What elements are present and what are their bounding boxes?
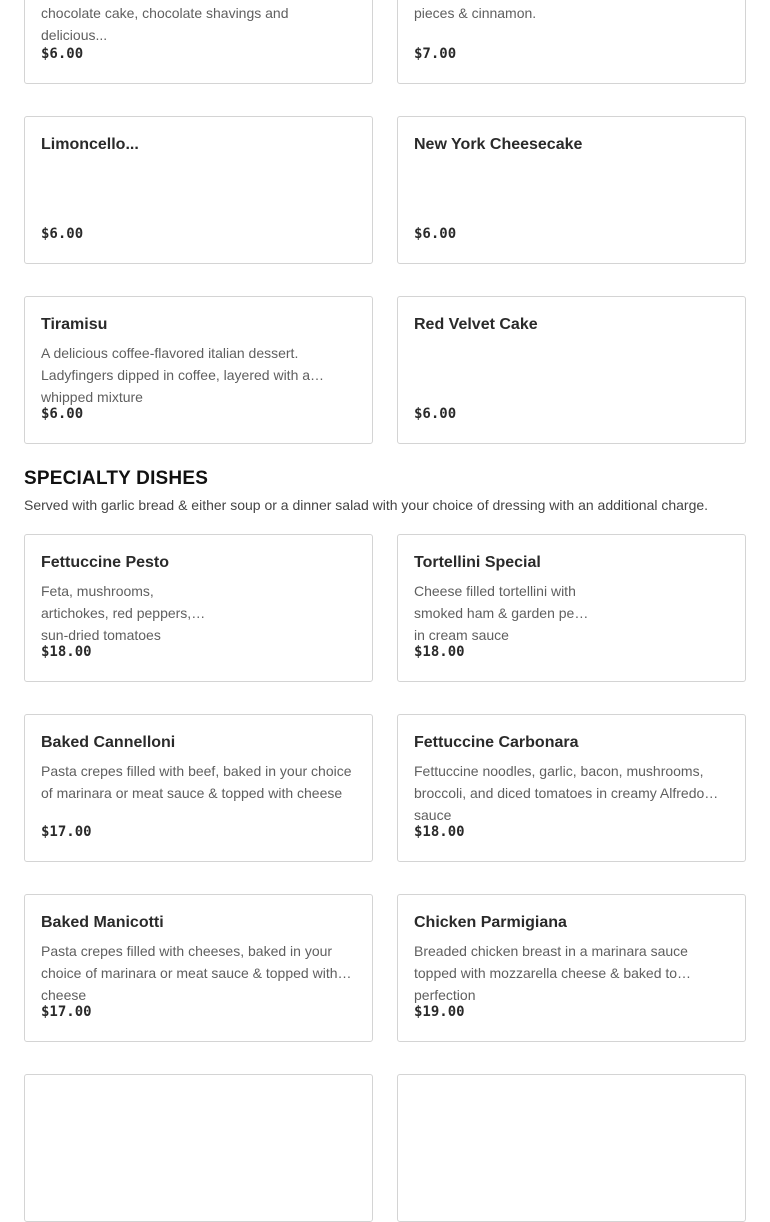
item-description: Cheese filled tortellini with smoked ham & garden peas in cream sauce [414,583,590,643]
item-name: Chicken Parmigiana [414,914,567,931]
item-price: $18.00 [41,644,92,660]
menu-item-card[interactable] [24,894,373,1042]
item-price: $18.00 [414,824,465,840]
menu-item-card[interactable] [397,894,746,1042]
menu-item-card[interactable] [397,714,746,862]
item-price: $18.00 [414,644,465,660]
item-price: $6.00 [414,226,457,242]
item-name: Red Velvet Cake [414,316,538,333]
item-description: Fettuccine noodles, garlic, bacon, mushrooms, broccoli, and diced tomatoes in creamy Alfredo sauce [414,763,705,823]
item-description: Pasta crepes filled with cheeses, baked in your choice of marinara or meat sauce & topped with cheese [41,943,338,1003]
item-name: Fettuccine Pesto [41,554,170,571]
menu-item-card[interactable] [24,296,373,444]
item-name: Tiramisu [41,316,108,333]
item-name: Tortellini Special [414,554,541,571]
item-name: Baked Cannelloni [41,734,176,751]
item-price: $6.00 [41,46,84,62]
item-price: $17.00 [41,824,92,840]
item-price: $17.00 [41,1004,92,1020]
item-description: pieces & cinnamon. [414,5,537,21]
menu-item-card[interactable] [24,0,373,84]
section-subtitle: Served with garlic bread & either soup or a dinner salad with your choice of dressing with an additional charge. [24,497,709,513]
item-price: $6.00 [41,406,84,422]
item-description: A delicious coffee-flavored italian dessert. Ladyfingers dipped in coffee, layered with a whipped mixture [41,345,311,405]
item-name: Baked Manicotti [41,914,164,931]
item-description: Pasta crepes filled with beef, baked in your choice of marinara or meat sauce & topped with cheese [41,763,352,801]
menu-item-card[interactable] [24,116,373,264]
item-description: Feta, mushrooms, artichokes, red peppers, sun-dried tomatoes [41,583,192,643]
menu-item-card[interactable] [397,0,746,84]
menu-item-card[interactable] [24,714,373,862]
item-name: New York Cheesecake [414,136,583,153]
menu-item-card[interactable] [397,1074,746,1222]
section-title: SPECIALTY DISHES [24,468,209,489]
menu-item-card[interactable] [397,534,746,682]
menu-item-card[interactable] [397,116,746,264]
item-description: chocolate cake, chocolate shavings and delicious... [41,5,289,43]
item-name: Limoncello... [41,136,139,153]
item-price: $6.00 [414,406,457,422]
item-description: Breaded chicken breast in a marinara sauce topped with mozzarella cheese & baked to perfection [414,943,688,1003]
menu-item-card[interactable] [397,296,746,444]
menu-item-card[interactable] [24,1074,373,1222]
item-price: $6.00 [41,226,84,242]
item-price: $19.00 [414,1004,465,1020]
item-price: $7.00 [414,46,457,62]
menu-item-card[interactable] [24,534,373,682]
item-name: Fettuccine Carbonara [414,734,579,751]
